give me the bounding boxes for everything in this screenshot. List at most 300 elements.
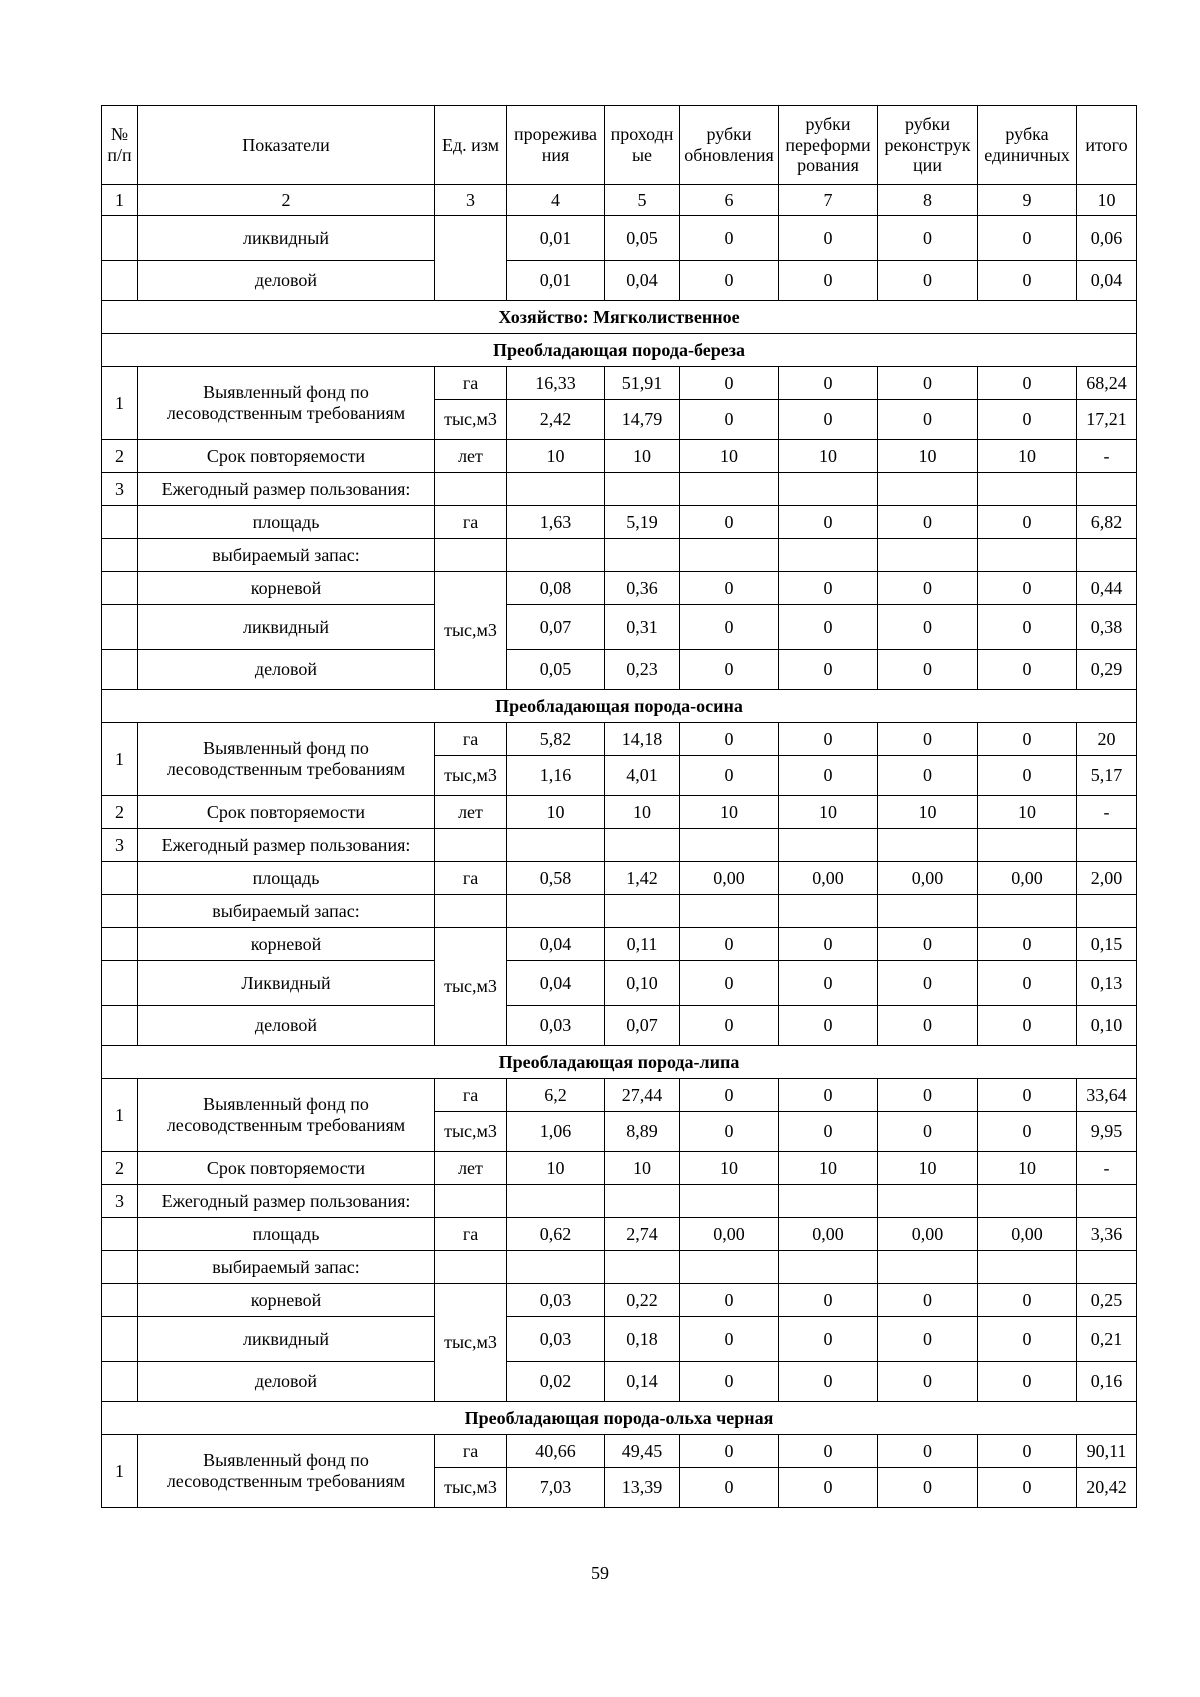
row-label: Выявленный фонд по лесоводственным требованиям xyxy=(138,367,435,440)
header-cell: рубки переформи рования xyxy=(779,106,878,185)
header-cell: Показатели xyxy=(138,106,435,185)
row-label: Срок повторяемости xyxy=(138,796,435,829)
row-label: площадь xyxy=(138,1218,435,1251)
empty-cell xyxy=(102,1284,138,1317)
empty-cell xyxy=(878,1185,978,1218)
empty-cell xyxy=(102,539,138,572)
empty-cell xyxy=(878,1251,978,1284)
empty-cell xyxy=(1077,829,1137,862)
value-cell: 7,03 xyxy=(507,1468,605,1508)
value-cell: 0 xyxy=(878,605,978,650)
empty-cell xyxy=(102,216,138,261)
empty-cell xyxy=(978,539,1077,572)
value-cell: 10 xyxy=(680,440,779,473)
header-cell: итого xyxy=(1077,106,1137,185)
row-label: выбираемый запас: xyxy=(138,1251,435,1284)
value-cell: 90,11 xyxy=(1077,1435,1137,1468)
value-cell: 0 xyxy=(779,216,878,261)
value-cell: 0,04 xyxy=(1077,261,1137,301)
empty-cell xyxy=(1077,895,1137,928)
row-number: 1 xyxy=(102,723,138,796)
table-row xyxy=(102,473,1137,506)
value-cell: 0 xyxy=(779,1362,878,1402)
value-cell: 0,00 xyxy=(978,862,1077,895)
value-cell: 0 xyxy=(680,506,779,539)
value-cell: 0 xyxy=(978,605,1077,650)
column-number: 8 xyxy=(878,185,978,216)
table-row xyxy=(102,723,1137,756)
value-cell: 0 xyxy=(878,723,978,756)
row-number: 2 xyxy=(102,1152,138,1185)
value-cell: 0 xyxy=(779,650,878,690)
column-number: 9 xyxy=(978,185,1077,216)
row-label: ликвидный xyxy=(138,1317,435,1362)
species-title-row xyxy=(102,334,1137,367)
empty-cell xyxy=(507,895,605,928)
value-cell: 0 xyxy=(680,723,779,756)
value-cell: 0,00 xyxy=(878,862,978,895)
unit-cell: га xyxy=(435,862,507,895)
value-cell: 10 xyxy=(978,440,1077,473)
section-title: Преобладающая порода-береза xyxy=(102,334,1137,367)
species-title-row xyxy=(102,1046,1137,1079)
row-number: 2 xyxy=(102,796,138,829)
value-cell: 10 xyxy=(978,1152,1077,1185)
value-cell: 49,45 xyxy=(605,1435,680,1468)
value-cell: 0 xyxy=(878,1362,978,1402)
header-row xyxy=(102,106,1137,185)
empty-cell xyxy=(978,1185,1077,1218)
value-cell: 0,00 xyxy=(878,1218,978,1251)
page-number: 59 xyxy=(591,1563,609,1583)
column-number: 4 xyxy=(507,185,605,216)
value-cell: 0 xyxy=(978,1317,1077,1362)
empty-cell xyxy=(605,1185,680,1218)
value-cell: 1,63 xyxy=(507,506,605,539)
value-cell: 0 xyxy=(978,928,1077,961)
empty-cell xyxy=(507,539,605,572)
unit-cell: га xyxy=(435,367,507,400)
value-cell: 0 xyxy=(779,506,878,539)
empty-cell xyxy=(605,539,680,572)
value-cell: 0,62 xyxy=(507,1218,605,1251)
table-row xyxy=(102,1079,1137,1112)
empty-cell xyxy=(102,1251,138,1284)
value-cell: 0,38 xyxy=(1077,605,1137,650)
table-row xyxy=(102,1317,1137,1362)
empty-cell xyxy=(878,829,978,862)
value-cell: 0 xyxy=(978,1435,1077,1468)
row-label: корневой xyxy=(138,1284,435,1317)
empty-cell xyxy=(605,895,680,928)
value-cell: 0 xyxy=(779,1317,878,1362)
value-cell: 5,82 xyxy=(507,723,605,756)
value-cell: 4,01 xyxy=(605,756,680,796)
value-cell: 0 xyxy=(878,1284,978,1317)
table-row xyxy=(102,650,1137,690)
value-cell: 0,00 xyxy=(680,1218,779,1251)
empty-cell xyxy=(102,261,138,301)
value-cell: 0 xyxy=(680,1006,779,1046)
row-label: Выявленный фонд по лесоводственным требованиям xyxy=(138,1435,435,1508)
header-cell: Ед. изм xyxy=(435,106,507,185)
empty-cell xyxy=(680,539,779,572)
row-label: Ежегодный размер пользования: xyxy=(138,473,435,506)
value-cell: 33,64 xyxy=(1077,1079,1137,1112)
table-row xyxy=(102,506,1137,539)
empty-cell xyxy=(680,895,779,928)
value-cell: 3,36 xyxy=(1077,1218,1137,1251)
data-table xyxy=(101,105,1137,1508)
value-cell: 0,44 xyxy=(1077,572,1137,605)
empty-cell xyxy=(102,605,138,650)
value-cell: 40,66 xyxy=(507,1435,605,1468)
empty-cell xyxy=(878,895,978,928)
value-cell: 0,31 xyxy=(605,605,680,650)
value-cell: 0 xyxy=(680,261,779,301)
row-number: 1 xyxy=(102,1079,138,1152)
value-cell: 2,00 xyxy=(1077,862,1137,895)
value-cell: 0,21 xyxy=(1077,1317,1137,1362)
row-number: 1 xyxy=(102,1435,138,1508)
value-cell: - xyxy=(1077,440,1137,473)
table-row xyxy=(102,829,1137,862)
section-title: Хозяйство: Мягколиственное xyxy=(102,301,1137,334)
table-row xyxy=(102,796,1137,829)
row-label: ликвидный xyxy=(138,216,435,261)
empty-cell xyxy=(978,1251,1077,1284)
header-cell: прорежива ния xyxy=(507,106,605,185)
value-cell: 0 xyxy=(878,400,978,440)
value-cell: 0 xyxy=(978,1284,1077,1317)
empty-cell xyxy=(1077,473,1137,506)
value-cell: 0 xyxy=(680,1112,779,1152)
empty-cell xyxy=(680,473,779,506)
value-cell: 0 xyxy=(878,216,978,261)
row-label: Ежегодный размер пользования: xyxy=(138,829,435,862)
row-number: 2 xyxy=(102,440,138,473)
row-label: площадь xyxy=(138,862,435,895)
value-cell: 0,10 xyxy=(605,961,680,1006)
unit-cell: лет xyxy=(435,796,507,829)
value-cell: 0,25 xyxy=(1077,1284,1137,1317)
value-cell: 0,11 xyxy=(605,928,680,961)
table-row xyxy=(102,961,1137,1006)
table-row xyxy=(102,895,1137,928)
empty-cell xyxy=(507,1251,605,1284)
value-cell: 0,07 xyxy=(605,1006,680,1046)
value-cell: 0 xyxy=(878,506,978,539)
empty-cell xyxy=(435,539,507,572)
value-cell: 0,00 xyxy=(779,862,878,895)
value-cell: 0 xyxy=(779,261,878,301)
unit-cell: га xyxy=(435,1435,507,1468)
table-row xyxy=(102,261,1137,301)
value-cell: 8,89 xyxy=(605,1112,680,1152)
value-cell: 0 xyxy=(878,1079,978,1112)
value-cell: 0 xyxy=(878,1317,978,1362)
table-row xyxy=(102,367,1137,400)
value-cell: 27,44 xyxy=(605,1079,680,1112)
column-number: 10 xyxy=(1077,185,1137,216)
empty-cell xyxy=(605,829,680,862)
value-cell: 0 xyxy=(878,572,978,605)
section-title: Преобладающая порода-липа xyxy=(102,1046,1137,1079)
empty-cell xyxy=(102,961,138,1006)
value-cell: 10 xyxy=(878,796,978,829)
value-cell: 0 xyxy=(978,1006,1077,1046)
table-row xyxy=(102,1006,1137,1046)
empty-cell xyxy=(102,928,138,961)
value-cell: 14,79 xyxy=(605,400,680,440)
value-cell: 0 xyxy=(680,1362,779,1402)
value-cell: 0 xyxy=(680,1435,779,1468)
table-row xyxy=(102,862,1137,895)
value-cell: 0 xyxy=(978,723,1077,756)
column-number: 2 xyxy=(138,185,435,216)
value-cell: 0,06 xyxy=(1077,216,1137,261)
value-cell: 0 xyxy=(978,216,1077,261)
empty-cell xyxy=(435,895,507,928)
value-cell: 0,00 xyxy=(779,1218,878,1251)
value-cell: 6,82 xyxy=(1077,506,1137,539)
value-cell: 6,2 xyxy=(507,1079,605,1112)
value-cell: 0 xyxy=(978,756,1077,796)
value-cell: 0 xyxy=(680,928,779,961)
empty-cell xyxy=(435,1251,507,1284)
header-cell: рубка единичных xyxy=(978,106,1077,185)
column-number-row xyxy=(102,185,1137,216)
value-cell: 0 xyxy=(680,572,779,605)
value-cell: 0 xyxy=(680,216,779,261)
value-cell: 0,04 xyxy=(507,961,605,1006)
species-title-row xyxy=(102,1402,1137,1435)
value-cell: 0,04 xyxy=(507,928,605,961)
empty-cell xyxy=(779,829,878,862)
row-label: выбираемый запас: xyxy=(138,895,435,928)
value-cell: 0 xyxy=(680,400,779,440)
value-cell: 0 xyxy=(779,1468,878,1508)
value-cell: 0 xyxy=(680,1079,779,1112)
empty-cell xyxy=(680,1185,779,1218)
empty-cell xyxy=(507,473,605,506)
value-cell: 0 xyxy=(878,261,978,301)
value-cell: 0,03 xyxy=(507,1284,605,1317)
row-number: 3 xyxy=(102,829,138,862)
value-cell: 0,05 xyxy=(605,216,680,261)
value-cell: 0 xyxy=(978,1079,1077,1112)
value-cell: 0 xyxy=(878,1435,978,1468)
row-label: ликвидный xyxy=(138,605,435,650)
value-cell: 9,95 xyxy=(1077,1112,1137,1152)
table-row xyxy=(102,1152,1137,1185)
value-cell: 0,07 xyxy=(507,605,605,650)
table-row xyxy=(102,1185,1137,1218)
empty-cell xyxy=(779,895,878,928)
value-cell: 20,42 xyxy=(1077,1468,1137,1508)
table-row xyxy=(102,605,1137,650)
value-cell: 0 xyxy=(978,1468,1077,1508)
unit-cell: тыс,м3 xyxy=(435,1468,507,1508)
value-cell: 16,33 xyxy=(507,367,605,400)
column-number: 7 xyxy=(779,185,878,216)
table-row xyxy=(102,1218,1137,1251)
empty-cell xyxy=(102,1218,138,1251)
table-row xyxy=(102,1251,1137,1284)
row-label: Выявленный фонд по лесоводственным требованиям xyxy=(138,1079,435,1152)
value-cell: 0 xyxy=(779,367,878,400)
section-title: Преобладающая порода-ольха черная xyxy=(102,1402,1137,1435)
value-cell: 10 xyxy=(680,1152,779,1185)
value-cell: 0 xyxy=(878,367,978,400)
value-cell: 0 xyxy=(779,928,878,961)
table-row xyxy=(102,1435,1137,1468)
value-cell: 51,91 xyxy=(605,367,680,400)
empty-cell xyxy=(878,473,978,506)
table-row xyxy=(102,440,1137,473)
column-number: 3 xyxy=(435,185,507,216)
value-cell: 10 xyxy=(507,440,605,473)
value-cell: 0,00 xyxy=(978,1218,1077,1251)
value-cell: 0,23 xyxy=(605,650,680,690)
table-row xyxy=(102,928,1137,961)
value-cell: 0 xyxy=(779,1006,878,1046)
value-cell: 14,18 xyxy=(605,723,680,756)
value-cell: 0 xyxy=(779,1112,878,1152)
unit-cell: тыс,м3 xyxy=(435,1112,507,1152)
value-cell: 0 xyxy=(779,961,878,1006)
value-cell: - xyxy=(1077,1152,1137,1185)
empty-cell xyxy=(102,862,138,895)
empty-cell xyxy=(680,829,779,862)
value-cell: 2,42 xyxy=(507,400,605,440)
empty-cell xyxy=(102,650,138,690)
value-cell: 10 xyxy=(878,440,978,473)
empty-cell xyxy=(435,473,507,506)
empty-cell xyxy=(779,1185,878,1218)
value-cell: 0,01 xyxy=(507,216,605,261)
value-cell: 0 xyxy=(680,650,779,690)
value-cell: 0,15 xyxy=(1077,928,1137,961)
value-cell: 13,39 xyxy=(605,1468,680,1508)
value-cell: 0 xyxy=(878,961,978,1006)
value-cell: 0 xyxy=(978,961,1077,1006)
empty-cell xyxy=(102,1317,138,1362)
value-cell: 0,14 xyxy=(605,1362,680,1402)
unit-cell: га xyxy=(435,1079,507,1112)
value-cell: 10 xyxy=(605,440,680,473)
column-number: 6 xyxy=(680,185,779,216)
value-cell: 10 xyxy=(507,796,605,829)
empty-cell xyxy=(605,473,680,506)
value-cell: 0,16 xyxy=(1077,1362,1137,1402)
value-cell: 0,08 xyxy=(507,572,605,605)
value-cell: 0 xyxy=(680,1284,779,1317)
value-cell: 0 xyxy=(978,261,1077,301)
farm-title-row xyxy=(102,301,1137,334)
value-cell: 0 xyxy=(878,650,978,690)
unit-cell: га xyxy=(435,506,507,539)
row-number: 1 xyxy=(102,367,138,440)
row-label: выбираемый запас: xyxy=(138,539,435,572)
value-cell: 0,22 xyxy=(605,1284,680,1317)
value-cell: 5,17 xyxy=(1077,756,1137,796)
unit-cell: лет xyxy=(435,1152,507,1185)
header-cell: рубки реконструк ции xyxy=(878,106,978,185)
value-cell: 0 xyxy=(878,1006,978,1046)
row-label: Выявленный фонд по лесоводственным требованиям xyxy=(138,723,435,796)
header-cell: проходн ые xyxy=(605,106,680,185)
empty-cell xyxy=(507,1185,605,1218)
unit-cell: тыс,м3 xyxy=(435,928,507,1046)
empty-cell xyxy=(1077,1251,1137,1284)
table-row xyxy=(102,1362,1137,1402)
value-cell: 0,04 xyxy=(605,261,680,301)
value-cell: 0 xyxy=(878,928,978,961)
value-cell: 0 xyxy=(978,400,1077,440)
empty-cell xyxy=(779,1251,878,1284)
unit-cell: тыс,м3 xyxy=(435,1284,507,1402)
value-cell: 17,21 xyxy=(1077,400,1137,440)
value-cell: 0 xyxy=(978,1112,1077,1152)
table-row xyxy=(102,216,1137,261)
column-number: 1 xyxy=(102,185,138,216)
value-cell: 68,24 xyxy=(1077,367,1137,400)
row-label: Срок повторяемости xyxy=(138,440,435,473)
value-cell: 0 xyxy=(779,723,878,756)
value-cell: - xyxy=(1077,796,1137,829)
empty-cell xyxy=(102,895,138,928)
value-cell: 10 xyxy=(779,440,878,473)
value-cell: 0 xyxy=(779,1435,878,1468)
row-label: Ликвидный xyxy=(138,961,435,1006)
unit-cell: га xyxy=(435,1218,507,1251)
value-cell: 10 xyxy=(605,796,680,829)
value-cell: 0,13 xyxy=(1077,961,1137,1006)
empty-cell xyxy=(1077,539,1137,572)
row-label: корневой xyxy=(138,928,435,961)
value-cell: 0,01 xyxy=(507,261,605,301)
value-cell: 0,03 xyxy=(507,1006,605,1046)
value-cell: 10 xyxy=(978,796,1077,829)
value-cell: 10 xyxy=(779,1152,878,1185)
value-cell: 0 xyxy=(779,1284,878,1317)
species-title-row xyxy=(102,690,1137,723)
value-cell: 0,03 xyxy=(507,1317,605,1362)
table-row xyxy=(102,572,1137,605)
empty-cell xyxy=(1077,1185,1137,1218)
empty-cell xyxy=(102,1006,138,1046)
row-label: Срок повторяемости xyxy=(138,1152,435,1185)
value-cell: 10 xyxy=(507,1152,605,1185)
value-cell: 0 xyxy=(680,1468,779,1508)
header-cell: рубки обновления xyxy=(680,106,779,185)
value-cell: 0 xyxy=(978,506,1077,539)
section-title: Преобладающая порода-осина xyxy=(102,690,1137,723)
value-cell: 10 xyxy=(680,796,779,829)
row-number: 3 xyxy=(102,473,138,506)
empty-cell xyxy=(878,539,978,572)
value-cell: 0 xyxy=(978,367,1077,400)
row-number: 3 xyxy=(102,1185,138,1218)
value-cell: 0 xyxy=(680,756,779,796)
value-cell: 0 xyxy=(779,605,878,650)
empty-cell xyxy=(435,1185,507,1218)
value-cell: 10 xyxy=(878,1152,978,1185)
unit-cell: тыс,м3 xyxy=(435,572,507,690)
value-cell: 0,02 xyxy=(507,1362,605,1402)
empty-cell xyxy=(102,572,138,605)
